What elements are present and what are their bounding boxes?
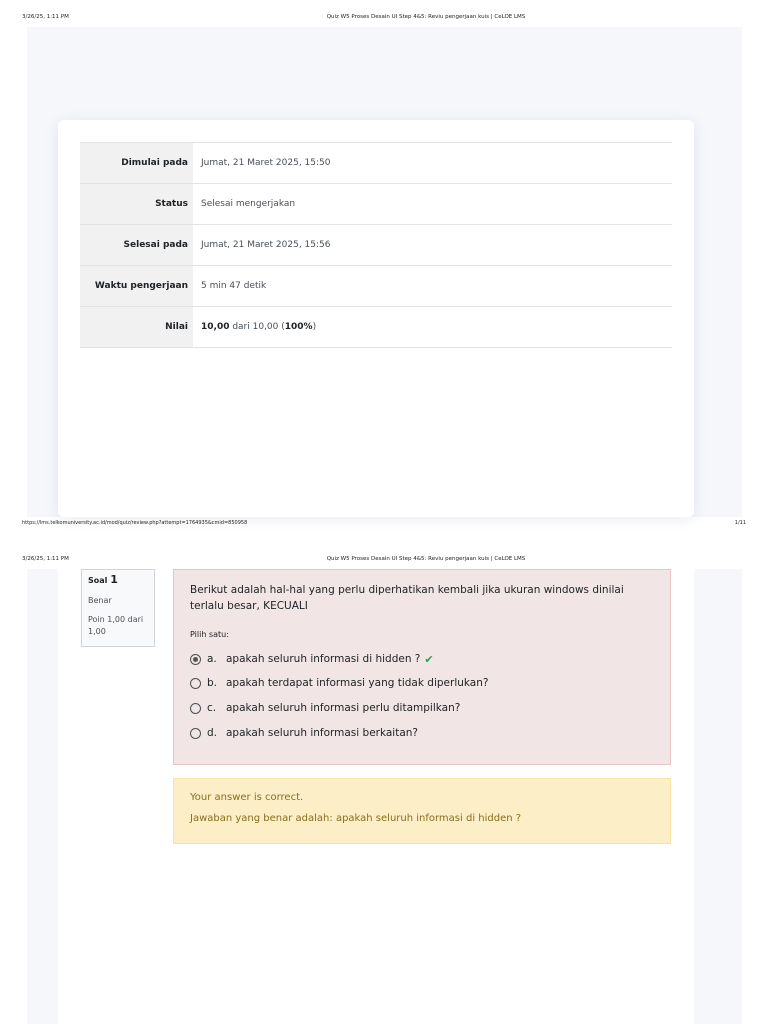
summary-row-duration (80, 266, 672, 307)
print-title: Quiz W5 Proses Desain UI Step 4&5: Reviu pengerjaan kuis | CeLOE LMS (326, 556, 526, 562)
summary-row-finished (80, 225, 672, 266)
feedback-right-answer: Jawaban yang benar adalah: apakah seluruh informasi di hidden ? (190, 813, 522, 824)
radio-selected-icon[interactable] (190, 654, 201, 665)
summary-row-grade (80, 307, 672, 348)
answer-option-b[interactable] (190, 675, 488, 691)
feedback-box (173, 778, 671, 844)
summary-label: Nilai (80, 307, 193, 348)
feedback-status: Your answer is correct. (190, 792, 304, 803)
summary-label: Waktu pengerjaan (80, 266, 193, 307)
question-info (81, 569, 155, 647)
answer-prompt: Pilih satu: (190, 630, 229, 639)
print-title: Quiz W5 Proses Desain UI Step 4&5: Reviu pengerjaan kuis | CeLOE LMS (326, 14, 526, 20)
grade-end: ) (312, 322, 317, 332)
option-text: apakah terdapat informasi yang tidak diperlukan? (226, 677, 489, 689)
option-text: apakah seluruh informasi di hidden ? (226, 653, 421, 665)
check-icon: ✔ (424, 652, 434, 666)
print-header (0, 14, 768, 28)
option-letter: c. (207, 702, 217, 714)
answer-option-d[interactable] (190, 725, 418, 741)
option-letter: b. (207, 677, 218, 689)
option-text: apakah seluruh informasi perlu ditampilkan? (226, 702, 461, 714)
question-points: Poin 1,00 dari 1,00 (88, 615, 144, 636)
grade-score: 10,00 (201, 322, 230, 332)
summary-label: Dimulai pada (80, 143, 193, 184)
summary-value: Selesai mengerjakan (193, 184, 672, 225)
radio-icon[interactable] (190, 678, 201, 689)
grade-percent: 100% (284, 322, 313, 332)
summary-value: 5 min 47 detik (193, 266, 672, 307)
attempt-summary-table (80, 142, 672, 348)
answer-option-c[interactable] (190, 700, 460, 716)
question-content (173, 569, 671, 765)
summary-label: Status (80, 184, 193, 225)
summary-row-status (80, 184, 672, 225)
radio-icon[interactable] (190, 728, 201, 739)
summary-row-started (80, 143, 672, 184)
question-number: Soal 1 (88, 573, 118, 586)
print-page-number: 1/11 (734, 520, 746, 526)
print-url: https://lms.telkomuniversity.ac.id/mod/quiz/review.php?attempt=1764935&cmid=850958 (22, 520, 248, 526)
question-state: Benar (88, 596, 112, 605)
grade-mid: dari 10,00 ( (229, 322, 285, 332)
summary-label: Selesai pada (80, 225, 193, 266)
option-letter: d. (207, 727, 218, 739)
radio-icon[interactable] (190, 703, 201, 714)
option-letter: a. (207, 653, 217, 665)
grade-value (193, 307, 672, 348)
question-text: Berikut adalah hal-hal yang perlu diperhatikan kembali jika ukuran windows dinilai terlalu besar, KECUALI (190, 584, 624, 612)
print-datetime: 3/26/25, 1:11 PM (22, 14, 69, 20)
option-text: apakah seluruh informasi berkaitan? (226, 727, 419, 739)
summary-value: Jumat, 21 Maret 2025, 15:56 (193, 225, 672, 266)
print-datetime: 3/26/25, 1:11 PM (22, 556, 69, 562)
summary-value: Jumat, 21 Maret 2025, 15:50 (193, 143, 672, 184)
print-header (0, 556, 768, 570)
answer-option-a[interactable] (190, 651, 434, 667)
